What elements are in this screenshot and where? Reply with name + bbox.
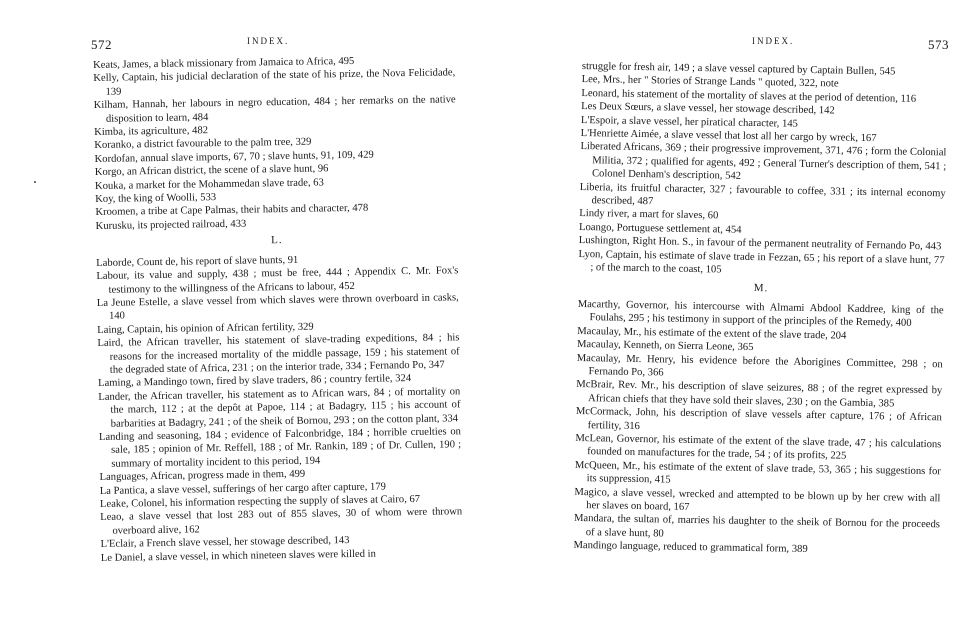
index-entry: Kelly, Captain, his judicial declaration of the state of his prize, the Nova Felicidade, 139 [93,67,456,98]
index-entries [573,60,948,559]
index-entry: Labour, its value and supply, 438 ; must be free, 444 ; Appendix C. Mr. Fox's testimony to the willingness of the Africans to labour, 452 [96,265,459,296]
index-entry: Leao, a slave vessel that lost 283 out of 855 slaves, 30 of whom were thrown overboard alive, 162 [100,506,463,537]
index-entry: Liberia, its fruitful character, 327 ; favourable to coffee, 331 ; its internal economy described, 487 [579,181,946,208]
index-entry: Kurusku, its projected railroad, 433 [95,218,247,232]
index-entry: Macaulay, Mr. Henry, his evidence before the Aborigines Committee, 298 ; on Fernando Po, 366 [576,352,943,379]
index-entry: Kouka, a market for the Mohammedan slave trade, 63 [94,177,324,192]
index-entry: Mandingo language, reduced to grammatical form, 389 [573,540,808,556]
index-entry: Liberated Africans, 369 ; their progressive improvement, 371, 476 ; form the Colonial Militia, 372 ; qualified for agents, 492 ; General Turner's description of them, 541 ; Colonel Denham's description, 542 [580,141,947,183]
page-number: 573 [928,37,949,52]
index-entry: Leake, Colonel, his information respecting the supply of slaves at Cairo, 67 [99,493,421,510]
index-entry: McQueen, Mr., his estimate of the extent of slave trade, 53, 365 ; his suggestions for its suppression, 415 [574,459,941,486]
index-entry: Lindy river, a mart for slaves, 60 [579,208,719,222]
index-entries [93,53,463,565]
index-entry: La Jeune Estelle, a slave vessel from which slaves were thrown overboard in casks, 140 [96,292,459,323]
index-entry: Macaulay, Mr., his estimate of the extent of the slave trade, 204 [577,325,847,342]
print-speck [34,181,36,183]
index-entry: Laing, Captain, his opinion of African fertility, 329 [97,321,314,336]
running-head: INDEX. [752,36,795,46]
index-entry: La Pantica, a slave vessel, sufferings of her cargo after capture, 179 [99,481,386,497]
index-entry: Les Deux Sœurs, a slave vessel, her stowage described, 142 [581,101,835,117]
index-entry: Leonard, his statement of the mortality of slaves at the period of detention, 116 [581,87,917,105]
index-entry: McBrair, Rev. Mr., his description of slave seizures, 88 ; of the regret expressed by African chiefs that they have sold their slaves, 230 ; on the Gambia, 385 [576,379,943,410]
index-entry: Languages, African, progress made in them, 499 [99,468,306,484]
index-entry: Lyon, Captain, his estimate of slave trade in Fezzan, 65 ; his report of a slave hunt, 77 ; of the march to the coast, 105 [578,248,945,276]
index-entry: McLean, Governor, his estimate of the extent of the slave trade, 47 ; his calculations founded on manufactures for the trade, 54 ; of its profits, 225 [575,432,942,463]
index-entry: Lander, the African traveller, his statement as to African wars, 84 ; of mortality on the march, 112 ; at the depôt at Papoe, 114 ; at Badagry, 115 ; his account of barbarities at Badagry, 241 ; of the sheik of Bornou, 293 ; on the cotton plant, 334 [98,386,461,430]
index-entry: Korgo, an African district, the scene of a slave hunt, 96 [94,163,329,179]
index-entry: Macarthy, Governor, his intercourse with Almami Abdool Kaddree, king of the Foulahs, 295 ; his testimony in support of the principles of the Remedy, 400 [577,298,944,330]
index-entry: Laird, the African traveller, his statement of slave-trading expeditions, 84 ; his reasons for the increased mortality of the middle passage, 159 ; his statement of the degraded state of Africa, 231 ; on the interior trade, 334 ; Fernando Po, 347 [97,332,460,376]
index-entry: Koranko, a district favourable to the palm tree, 329 [94,137,312,152]
index-entry: McCormack, John, his description of slave vessels after capture, 176 ; of African fertility, 316 [575,406,942,432]
right-page [490,0,980,619]
index-entry: L'Henriette Aimée, a slave vessel that lost all her cargo by wreck, 167 [580,128,877,145]
running-head: INDEX. [247,36,290,46]
index-entry: Laming, a Mandingo town, fired by slave traders, 86 ; country fertile, 324 [98,373,412,390]
index-entry: struggle for fresh air, 149 ; a slave vessel captured by Captain Bullen, 545 [581,60,896,78]
index-entry: Loango, Portuguese settlement at, 454 [578,221,742,236]
index-entry: Laborde, Count de, his report of slave hunts, 91 [96,254,299,269]
index-entry: Lee, Mrs., her " Stories of Strange Lands " quoted, 322, note [581,74,839,90]
index-entry: Mandara, the sultan of, marries his daughter to the sheik of Bornou for the proceeds of a slave hunt, 80 [573,513,941,540]
index-entry: Landing and seasoning, 184 ; evidence of Falconbridge, 184 ; horrible cruelties on sale, 185 ; opinion of Mr. Reffell, 188 ; of Mr. Rankin, 189 ; of Dr. Cullen, 190 ; summary of mortality incident to this period, 194 [98,426,462,470]
index-entry: Kimba, its agriculture, 482 [94,125,209,139]
index-entry: Le Daniel, a slave vessel, in which nineteen slaves were killed in [100,548,376,564]
index-entry: Magico, a slave vessel, wrecked and attempted to be blown up by her crew with all her slaves on board, 167 [574,486,941,513]
index-entry: Lushington, Right Hon. S., in favour of the permanent neutrality of Fernando Po, 443 [578,235,942,253]
section-letter: M. [753,281,769,294]
index-entry: Macaulay, Kenneth, on Sierra Leone, 365 [576,339,754,354]
index-entry: L'Eclair, a French slave vessel, her stowage described, 143 [100,535,350,551]
index-entry: L'Espoir, a slave vessel, her piratical character, 145 [580,114,798,130]
index-entry: Keats, James, a black missionary from Jamaica to Africa, 495 [93,55,355,71]
section-letter: L. [271,234,283,247]
page-number: 572 [91,37,112,52]
index-entry: Kilham, Hannah, her labours in negro education, 484 ; her remarks on the native disposition to learn, 484 [93,94,456,125]
index-entry: Kroomen, a tribe at Cape Palmas, their habits and character, 478 [95,203,369,219]
index-entry: Kordofan, annual slave imports, 67, 70 ; slave hunts, 91, 109, 429 [94,149,374,165]
index-entry: Koy, the king of Woolli, 533 [95,192,217,206]
